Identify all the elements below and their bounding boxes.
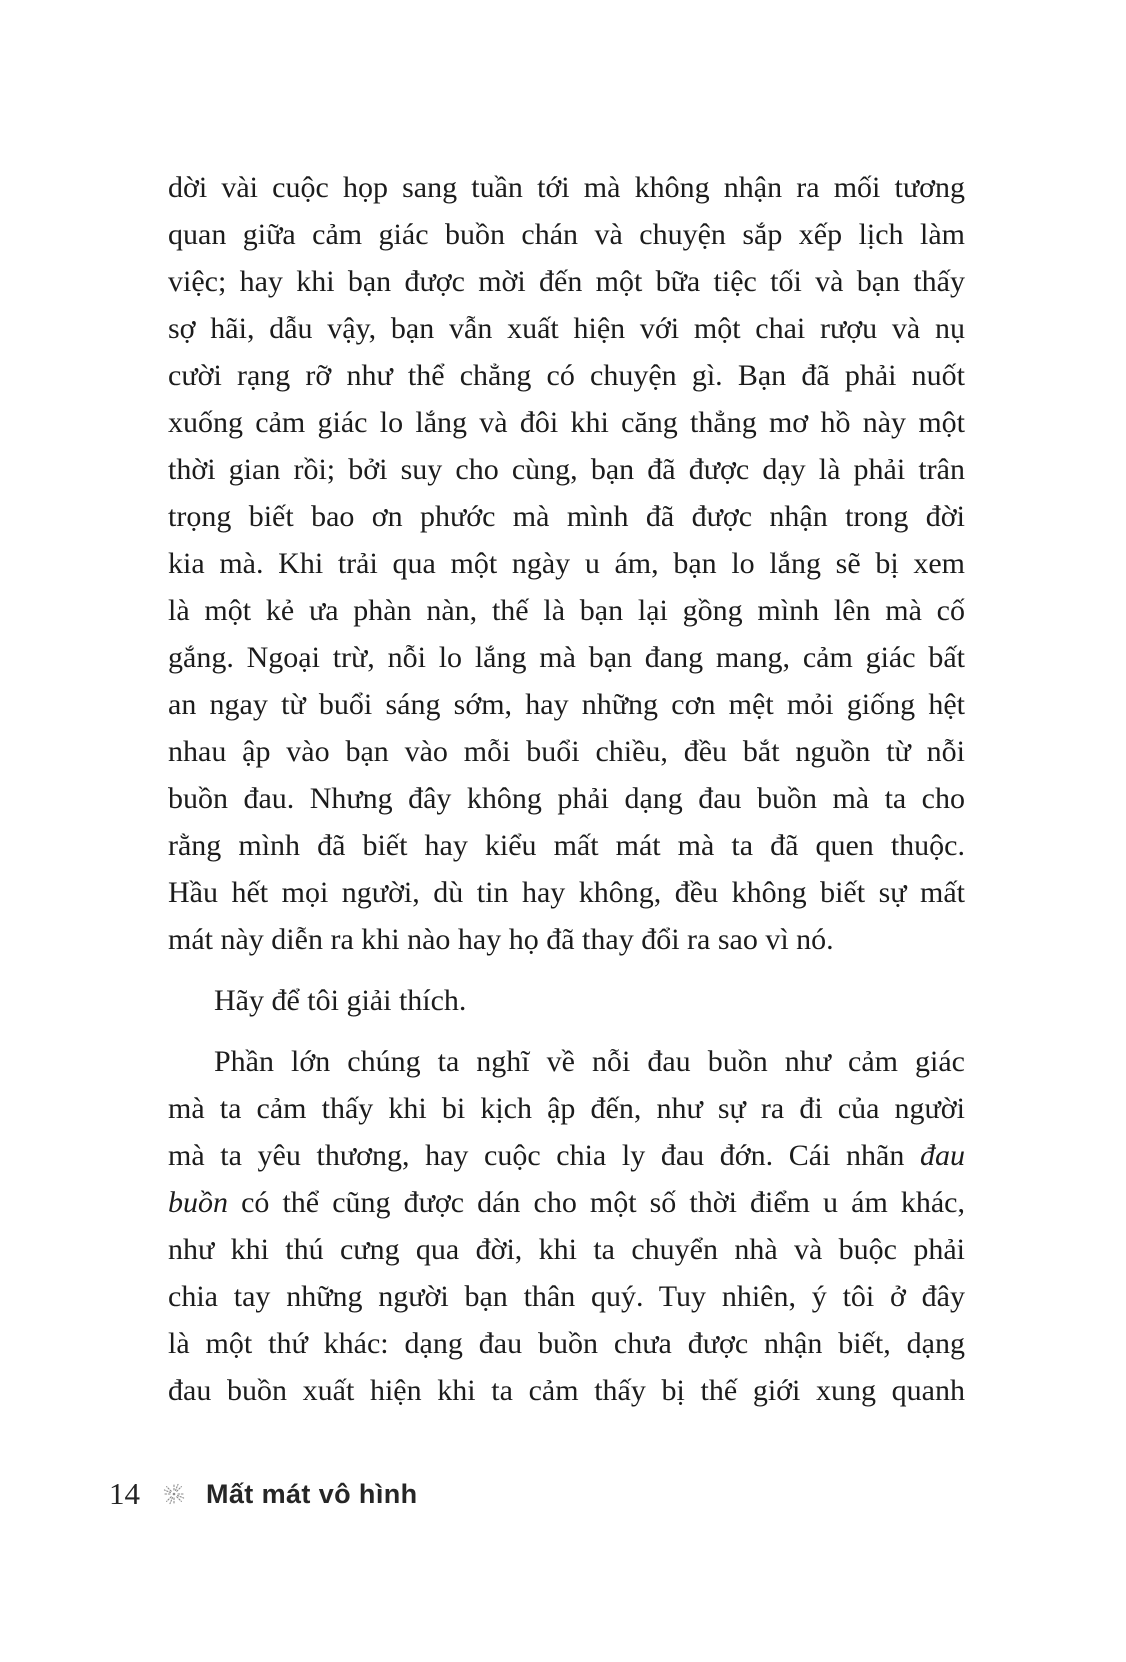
text-run: Hãy để tôi giải thích. <box>214 984 467 1017</box>
text-run: chia tay những người bạn thân quý. Tuy nhiên, ý tôi ở đây <box>168 1280 965 1313</box>
page-body <box>168 164 965 1414</box>
text-run: sợ hãi, dẫu vậy, bạn vẫn xuất hiện với một chai rượu và nụ <box>168 312 965 345</box>
text-line <box>168 540 965 587</box>
text-run: nhau ập vào bạn vào mỗi buổi chiều, đều bắt nguồn từ nỗi <box>168 735 965 768</box>
text-run: quan giữa cảm giác buồn chán và chuyện sắp xếp lịch làm <box>168 218 965 251</box>
text-run: kia mà. Khi trải qua một ngày u ám, bạn lo lắng sẽ bị xem <box>168 547 965 580</box>
paragraph <box>168 1038 965 1414</box>
text-run: an ngay từ buổi sáng sớm, hay những cơn mệt mỏi giống hệt <box>168 688 965 721</box>
page-footer <box>109 1478 418 1510</box>
text-line <box>168 211 965 258</box>
text-line <box>168 1320 965 1367</box>
text-line <box>168 164 965 211</box>
emphasized-text: đau <box>920 1139 965 1172</box>
text-line <box>168 1085 965 1132</box>
text-run: Phần lớn chúng ta nghĩ về nỗi đau buồn như cảm giác <box>214 1045 965 1078</box>
text-line <box>168 446 965 493</box>
text-line <box>168 916 965 963</box>
text-run: như khi thú cưng qua đời, khi ta chuyển nhà và buộc phải <box>168 1233 965 1266</box>
text-line <box>168 869 965 916</box>
text-run: Hầu hết mọi người, dù tin hay không, đều không biết sự mất <box>168 876 965 909</box>
text-run: đau buồn xuất hiện khi ta cảm thấy bị thế giới xung quanh <box>168 1374 965 1407</box>
text-run: mà ta yêu thương, hay cuộc chia ly đau đớn. Cái nhãn <box>168 1139 920 1172</box>
text-run: việc; hay khi bạn được mời đến một bữa tiệc tối và bạn thấy <box>168 265 965 298</box>
text-line <box>168 399 965 446</box>
text-run: rằng mình đã biết hay kiểu mất mát mà ta đã quen thuộc. <box>168 829 965 862</box>
text-run: là một thứ khác: dạng đau buồn chưa được nhận biết, dạng <box>168 1327 965 1360</box>
text-line <box>168 258 965 305</box>
text-run: xuống cảm giác lo lắng và đôi khi căng thẳng mơ hồ này một <box>168 406 965 439</box>
text-run: buồn đau. Nhưng đây không phải dạng đau buồn mà ta cho <box>168 782 965 815</box>
text-line <box>168 728 965 775</box>
text-run: cười rạng rỡ như thể chẳng có chuyện gì. Bạn đã phải nuốt <box>168 359 965 392</box>
text-run: là một kẻ ưa phàn nàn, thế là bạn lại gồng mình lên mà cố <box>168 594 965 627</box>
emphasized-text: buồn <box>168 1186 228 1219</box>
book-title: Mất mát vô hình <box>206 1479 418 1509</box>
text-line <box>168 1226 965 1273</box>
text-run: dời vài cuộc họp sang tuần tới mà không nhận ra mối tương <box>168 171 965 204</box>
text-line <box>168 493 965 540</box>
text-line <box>168 681 965 728</box>
text-line <box>168 1038 965 1085</box>
text-line <box>168 822 965 869</box>
text-line <box>168 587 965 634</box>
text-line <box>168 1367 965 1414</box>
text-line <box>168 634 965 681</box>
text-line <box>168 352 965 399</box>
text-line <box>168 775 965 822</box>
page-number: 14 <box>109 1476 140 1511</box>
text-line <box>168 977 965 1024</box>
text-line <box>168 1132 965 1179</box>
text-run: có thể cũng được dán cho một số thời điểm u ám khác, <box>228 1186 965 1219</box>
text-run: gắng. Ngoại trừ, nỗi lo lắng mà bạn đang mang, cảm giác bất <box>168 641 965 674</box>
text-run: mát này diễn ra khi nào hay họ đã thay đổi ra sao vì nó. <box>168 923 834 956</box>
starburst-icon <box>162 1482 186 1506</box>
paragraph <box>168 977 965 1024</box>
paragraph <box>168 164 965 963</box>
text-run: thời gian rồi; bởi suy cho cùng, bạn đã được dạy là phải trân <box>168 453 965 486</box>
text-run: trọng biết bao ơn phước mà mình đã được nhận trong đời <box>168 500 965 533</box>
text-run: mà ta cảm thấy khi bi kịch ập đến, như sự ra đi của người <box>168 1092 965 1125</box>
text-line <box>168 305 965 352</box>
text-line <box>168 1273 965 1320</box>
text-line <box>168 1179 965 1226</box>
